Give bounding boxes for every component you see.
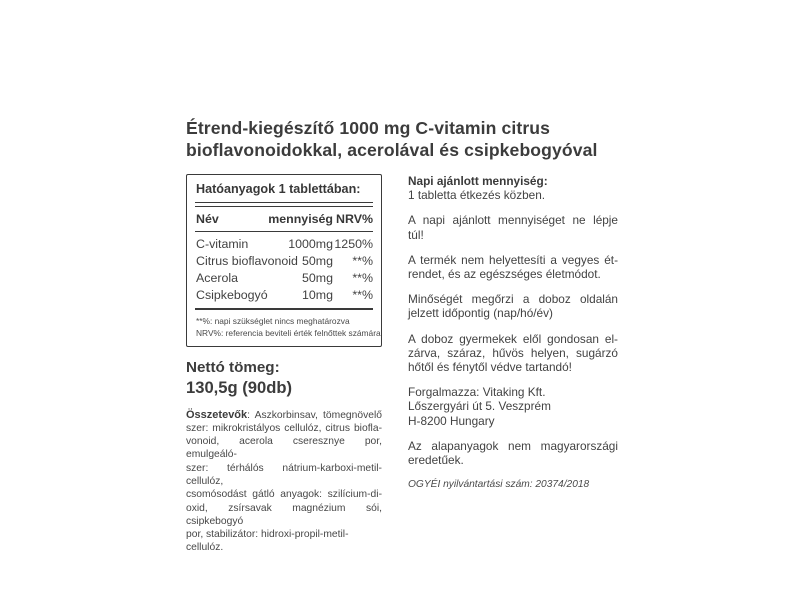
ingredients-lead: Összetevők xyxy=(186,408,248,421)
paragraph-do-not-exceed xyxy=(408,213,618,241)
ingredient-name: Citrus bioflavonoid xyxy=(196,253,298,268)
paragraph-distributor xyxy=(408,385,618,428)
net-weight xyxy=(186,358,382,399)
ingredient-amount: 10mg xyxy=(302,287,333,302)
ingredient-amount: 50mg xyxy=(302,253,333,268)
supplement-facts-box xyxy=(186,174,382,347)
text-line: Napi ajánlott mennyiség: xyxy=(408,174,548,188)
ingredient-nrv: 1250% xyxy=(334,236,373,251)
facts-rows xyxy=(195,232,373,306)
paragraph-daily-amount xyxy=(408,174,618,202)
text-line: Lőszergyári út 5. Veszprém xyxy=(408,399,551,414)
text-line: A doboz gyermekek elől gondosan el- xyxy=(408,331,618,346)
text-line: por, stabilizátor: hidroxi-propil-metil-cellulóz. xyxy=(186,529,349,554)
text-line: OGYÉI nyilvántartási szám: 20374/2018 xyxy=(408,479,590,491)
ingredient-name: C-vitamin xyxy=(196,236,249,251)
column-header-nrv: NRV% xyxy=(336,211,373,226)
supplement-label xyxy=(186,117,618,555)
text-line: bioflavonoidokkal, acerolával és csipkebogyóval xyxy=(186,140,598,160)
table-row xyxy=(196,253,373,270)
facts-title: Hatóanyagok 1 tablettában: xyxy=(196,182,361,196)
facts-header-row xyxy=(195,207,373,231)
ingredients xyxy=(186,409,382,555)
text-line: Forgalmazza: Vitaking Kft. xyxy=(408,385,546,400)
text-line: szer: mikrokristályos cellulóz, citrus biofla- xyxy=(186,422,382,434)
paragraph-storage xyxy=(408,332,618,375)
text-line: vonoid, acerola cseresznye por, emulgeáló- xyxy=(186,436,382,461)
text-line: Minőségét megőrzi a doboz oldalán xyxy=(408,292,618,307)
ingredient-nrv: **% xyxy=(352,253,373,268)
usage-info-column xyxy=(408,174,618,555)
text-line: szer: térhálós nátrium-karboxi-metil-cellulóz, xyxy=(186,462,382,487)
column-header-name: Név xyxy=(196,211,219,226)
net-weight-value: 130,5g (90db) xyxy=(186,377,293,397)
paragraph-best-before xyxy=(408,292,618,320)
table-row xyxy=(196,236,373,253)
paragraph-origin xyxy=(408,439,618,467)
paragraph-not-a-substitute xyxy=(408,253,618,281)
column-header-amount: mennyiség xyxy=(268,211,333,226)
text-line: túl! xyxy=(408,227,424,242)
ingredient-nrv: **% xyxy=(352,270,373,285)
text-line: A napi ajánlott mennyiséget ne lépje xyxy=(408,213,618,228)
net-weight-label: Nettó tömeg: xyxy=(186,358,280,376)
text-line xyxy=(186,409,382,422)
product-title xyxy=(186,117,618,161)
table-row xyxy=(196,270,373,287)
facts-footnotes xyxy=(195,310,381,340)
text-line: hőtől és fénytől védve tartandó! xyxy=(408,360,572,375)
text-line: : Aszkorbinsav, tömegnövelő xyxy=(247,409,382,421)
text-line: eredetűek. xyxy=(408,453,464,468)
text-line: zárva, száraz, hűvös helyen, sugárzó xyxy=(408,345,618,360)
text-line: Az alapanyagok nem magyarországi xyxy=(408,438,618,453)
ingredient-name: Acerola xyxy=(196,270,239,285)
ingredient-nrv: **% xyxy=(352,287,373,302)
text-line: A termék nem helyettesíti a vegyes ét- xyxy=(408,252,618,267)
text-line: oxid, zsírsavak magnézium sói, csipkebogyó xyxy=(186,502,382,527)
text-line: jelzett időpontig (nap/hó/év) xyxy=(408,306,553,321)
ingredient-name: Csipkebogyó xyxy=(196,287,268,302)
text-line: csomósodást gátló anyagok: szilícium-di- xyxy=(186,489,382,501)
text-line: **%: napi szükséglet nincs meghatározva xyxy=(196,315,350,326)
table-row xyxy=(196,287,373,304)
text-line: 1 tabletta étkezés közben. xyxy=(408,188,546,203)
text-line: NRV%: referencia beviteli érték felnőttek számára xyxy=(196,328,381,338)
text-line: H-8200 Hungary xyxy=(408,413,495,428)
text-line: rendet, és az egészséges életmódot. xyxy=(408,267,601,282)
text-line: Étrend-kiegészítő 1000 mg C-vitamin citrus xyxy=(186,118,550,138)
label-columns xyxy=(186,174,618,555)
ingredient-amount: 50mg xyxy=(302,270,333,285)
left-column xyxy=(186,174,382,555)
paragraph-registration-number xyxy=(408,478,618,491)
ingredient-amount: 1000mg xyxy=(288,236,333,251)
